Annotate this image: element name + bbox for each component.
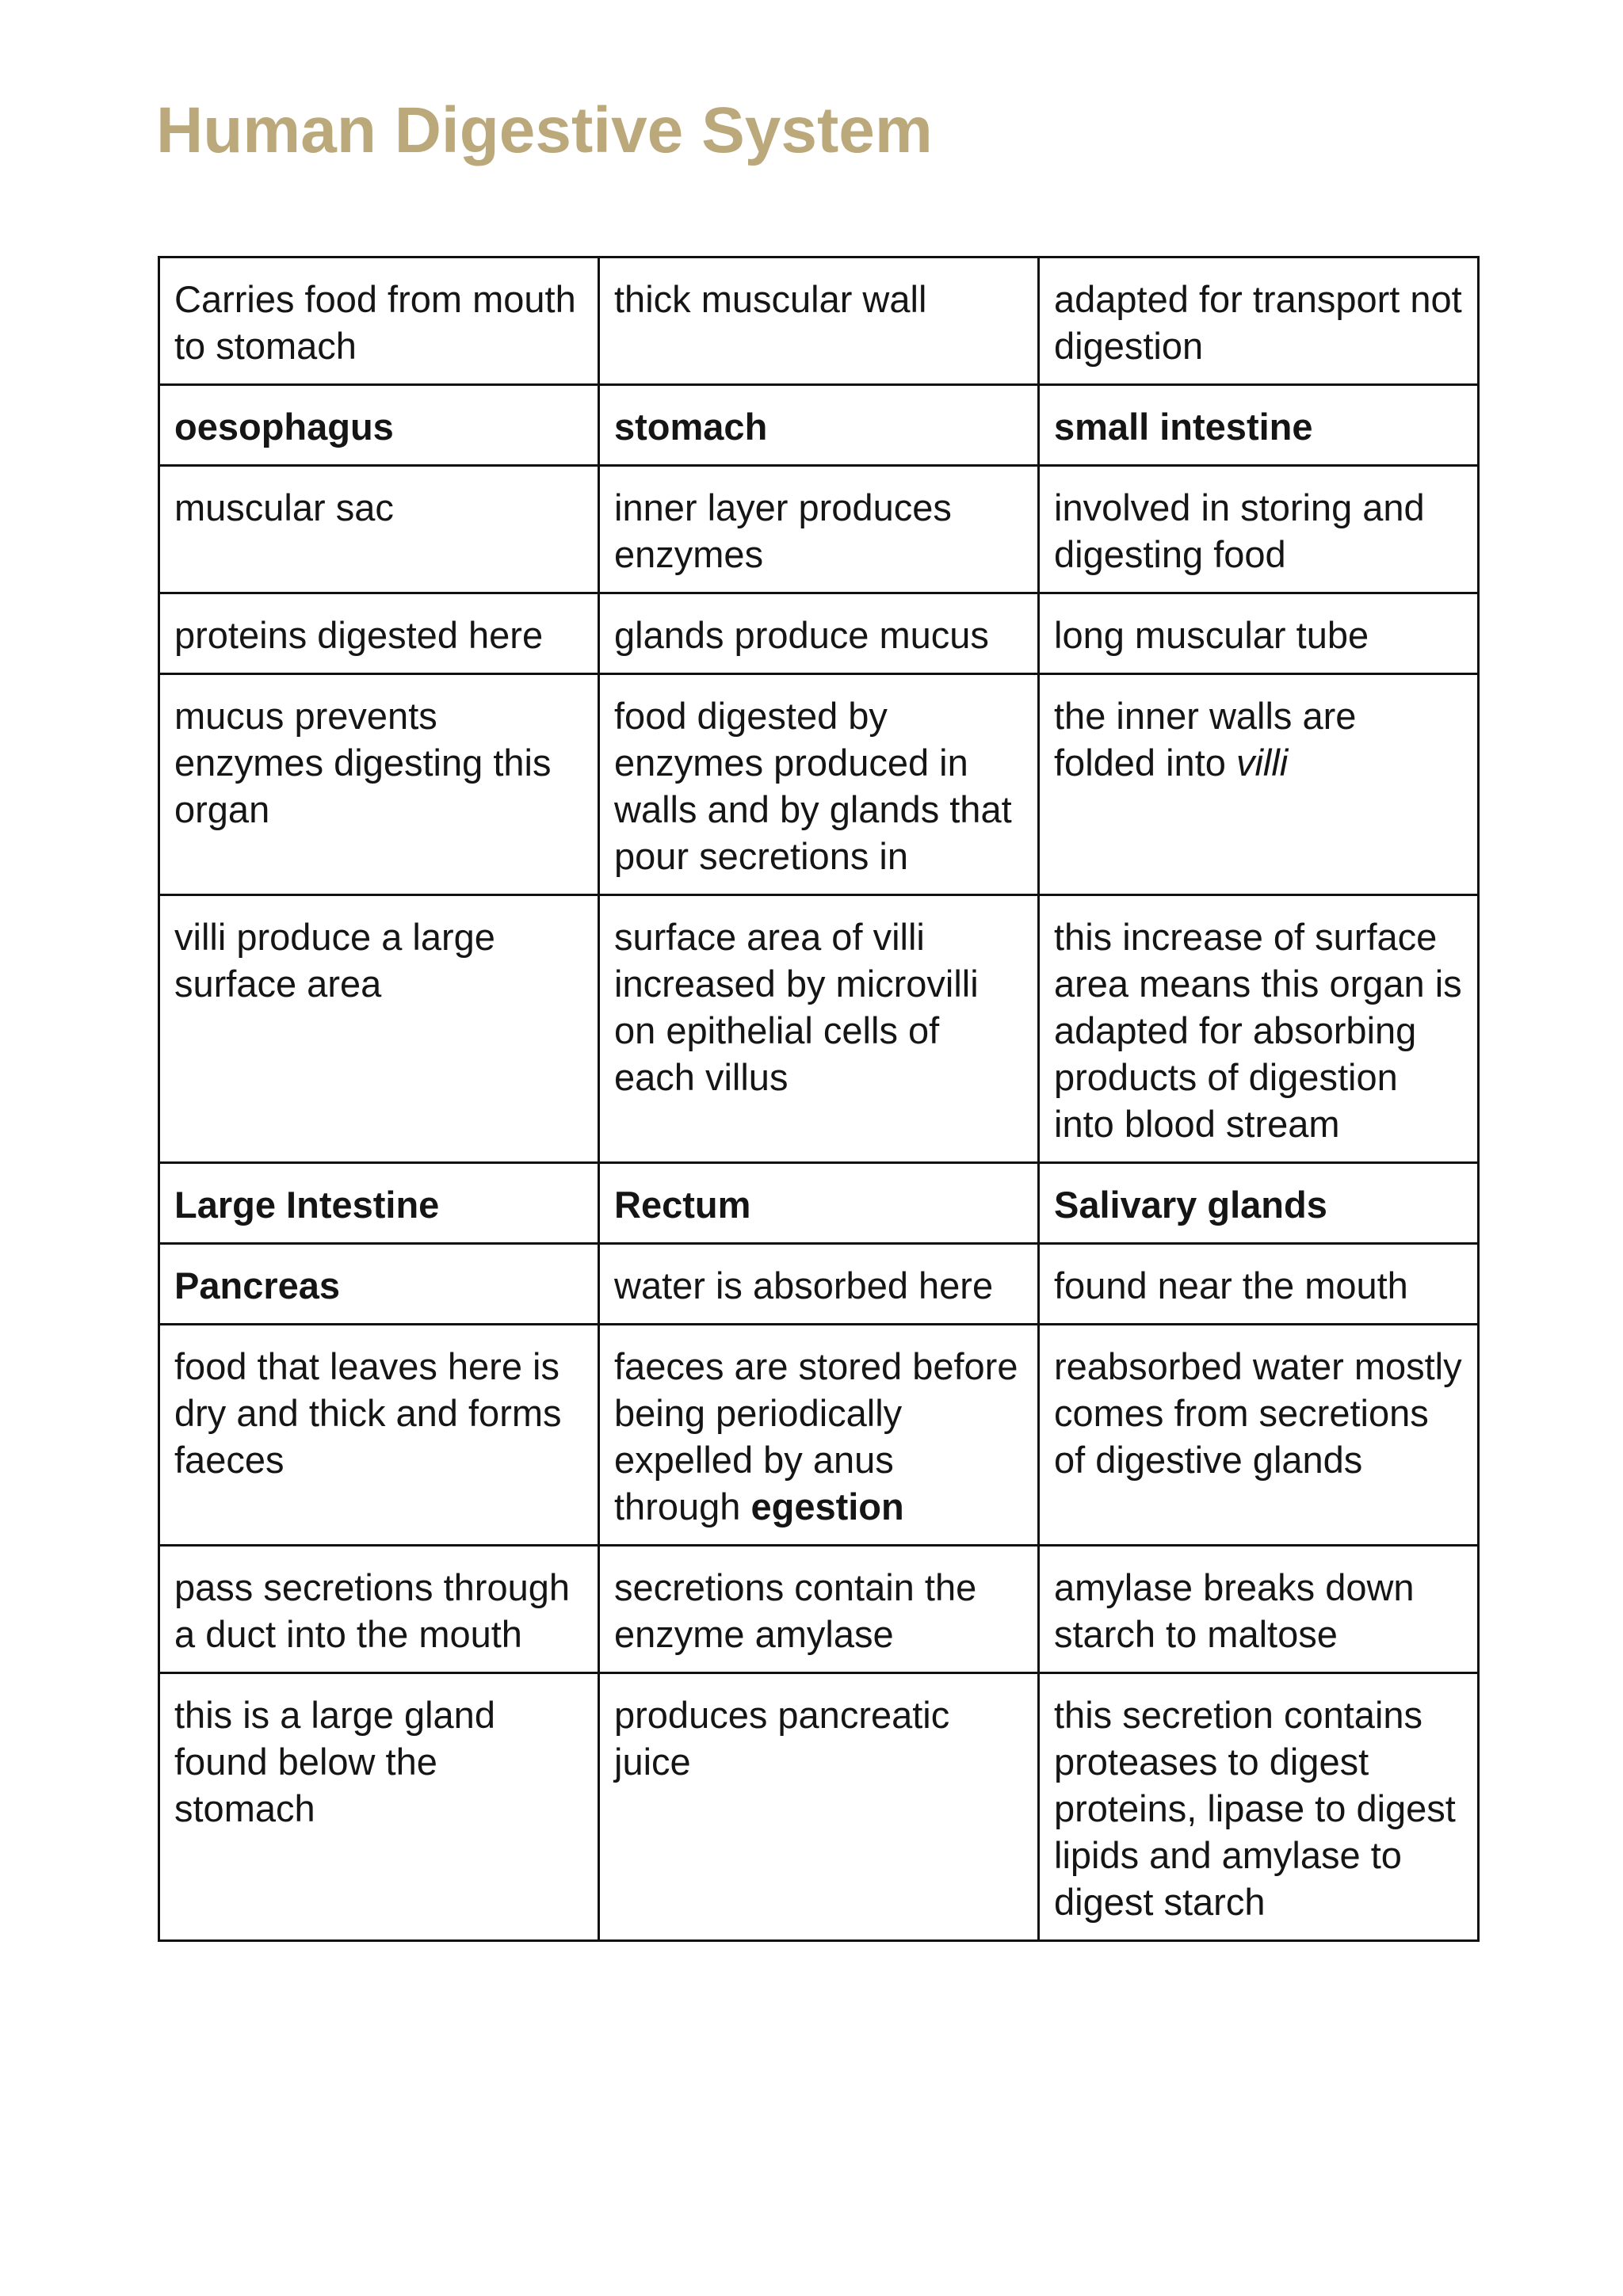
table-cell [159,1325,599,1546]
cell-text: inner layer produces enzymes [614,486,952,575]
cell-text: Large Intestine [174,1184,440,1226]
cell-text: this increase of surface area means this organ is adapted for absorbing products of digestion into blood stream [1054,916,1462,1145]
table-cell [159,466,599,593]
table-row [159,1244,1479,1325]
cell-emphasis-bold: egestion [750,1486,904,1527]
table-cell [1039,385,1479,466]
table-row [159,895,1479,1163]
table-cell [159,257,599,385]
table-row [159,1546,1479,1673]
table-cell [159,385,599,466]
table-cell [1039,1163,1479,1244]
cell-text: Salivary glands [1054,1184,1327,1226]
table-row [159,593,1479,674]
cell-text: this is a large gland found below the stomach [174,1694,495,1829]
table-row [159,466,1479,593]
cell-text: this secretion contains proteases to digest proteins, lipase to digest lipids and amylase to digest starch [1054,1694,1456,1923]
cell-text: oesophagus [174,406,394,448]
table-cell [599,1673,1039,1941]
cell-text: glands produce mucus [614,614,989,656]
table-cell [1039,1325,1479,1546]
cell-text: amylase breaks down starch to maltose [1054,1566,1415,1655]
table-cell [159,895,599,1163]
table-cell [1039,593,1479,674]
cell-text: food digested by enzymes produced in walls and by glands that pour secretions in [614,695,1012,877]
table-cell [599,1163,1039,1244]
cell-text: adapted for transport not digestion [1054,278,1462,367]
cell-text: the inner walls are folded into [1054,695,1357,784]
cell-text: involved in storing and digesting food [1054,486,1425,575]
table-cell [1039,1673,1479,1941]
table-cell [159,674,599,895]
table-cell [599,895,1039,1163]
cell-text: villi produce a large surface area [174,916,495,1005]
table-row [159,1325,1479,1546]
table-cell [599,257,1039,385]
digestive-system-table [158,256,1480,1942]
table-row [159,1673,1479,1941]
table-cell [599,1546,1039,1673]
table-cell [599,1244,1039,1325]
table-cell [599,385,1039,466]
cell-text: water is absorbed here [614,1264,994,1306]
table-cell [1039,1546,1479,1673]
cell-text: small intestine [1054,406,1313,448]
cell-text: proteins digested here [174,614,544,656]
cell-text: found near the mouth [1054,1264,1408,1306]
table-body [159,257,1479,1941]
cell-text: surface area of villi increased by microvilli on epithelial cells of each villus [614,916,979,1098]
cell-text: thick muscular wall [614,278,927,320]
table-cell [599,1325,1039,1546]
cell-text: long muscular tube [1054,614,1369,656]
table-cell [159,1244,599,1325]
cell-text: stomach [614,406,768,448]
table-cell [599,593,1039,674]
table-cell [1039,895,1479,1163]
table-cell [159,593,599,674]
table-row [159,1163,1479,1244]
cell-text: faeces are stored before being periodically expelled by anus through [614,1345,1018,1527]
table-cell [599,674,1039,895]
cell-text: pass secretions through a duct into the mouth [174,1566,571,1655]
cell-text: Rectum [614,1184,751,1226]
table-cell [159,1163,599,1244]
table-cell [1039,1244,1479,1325]
table-cell [1039,674,1479,895]
table-cell [159,1546,599,1673]
table-row [159,385,1479,466]
table-cell [1039,257,1479,385]
table-cell [159,1673,599,1941]
cell-text: Carries food from mouth to stomach [174,278,576,367]
cell-text: Pancreas [174,1264,341,1306]
cell-text: mucus prevents enzymes digesting this organ [174,695,552,830]
table-row [159,674,1479,895]
table-row [159,257,1479,385]
cell-text: muscular sac [174,486,394,528]
table-cell [599,466,1039,593]
table-cell [1039,466,1479,593]
cell-emphasis-italic: villi [1235,742,1289,784]
cell-text: produces pancreatic juice [614,1694,950,1783]
page-title: Human Digestive System [156,94,933,166]
cell-text: secretions contain the enzyme amylase [614,1566,977,1655]
cell-text: food that leaves here is dry and thick and forms faeces [174,1345,562,1481]
cell-text: reabsorbed water mostly comes from secretions of digestive glands [1054,1345,1462,1481]
digestive-system-table-container [158,256,1477,1942]
